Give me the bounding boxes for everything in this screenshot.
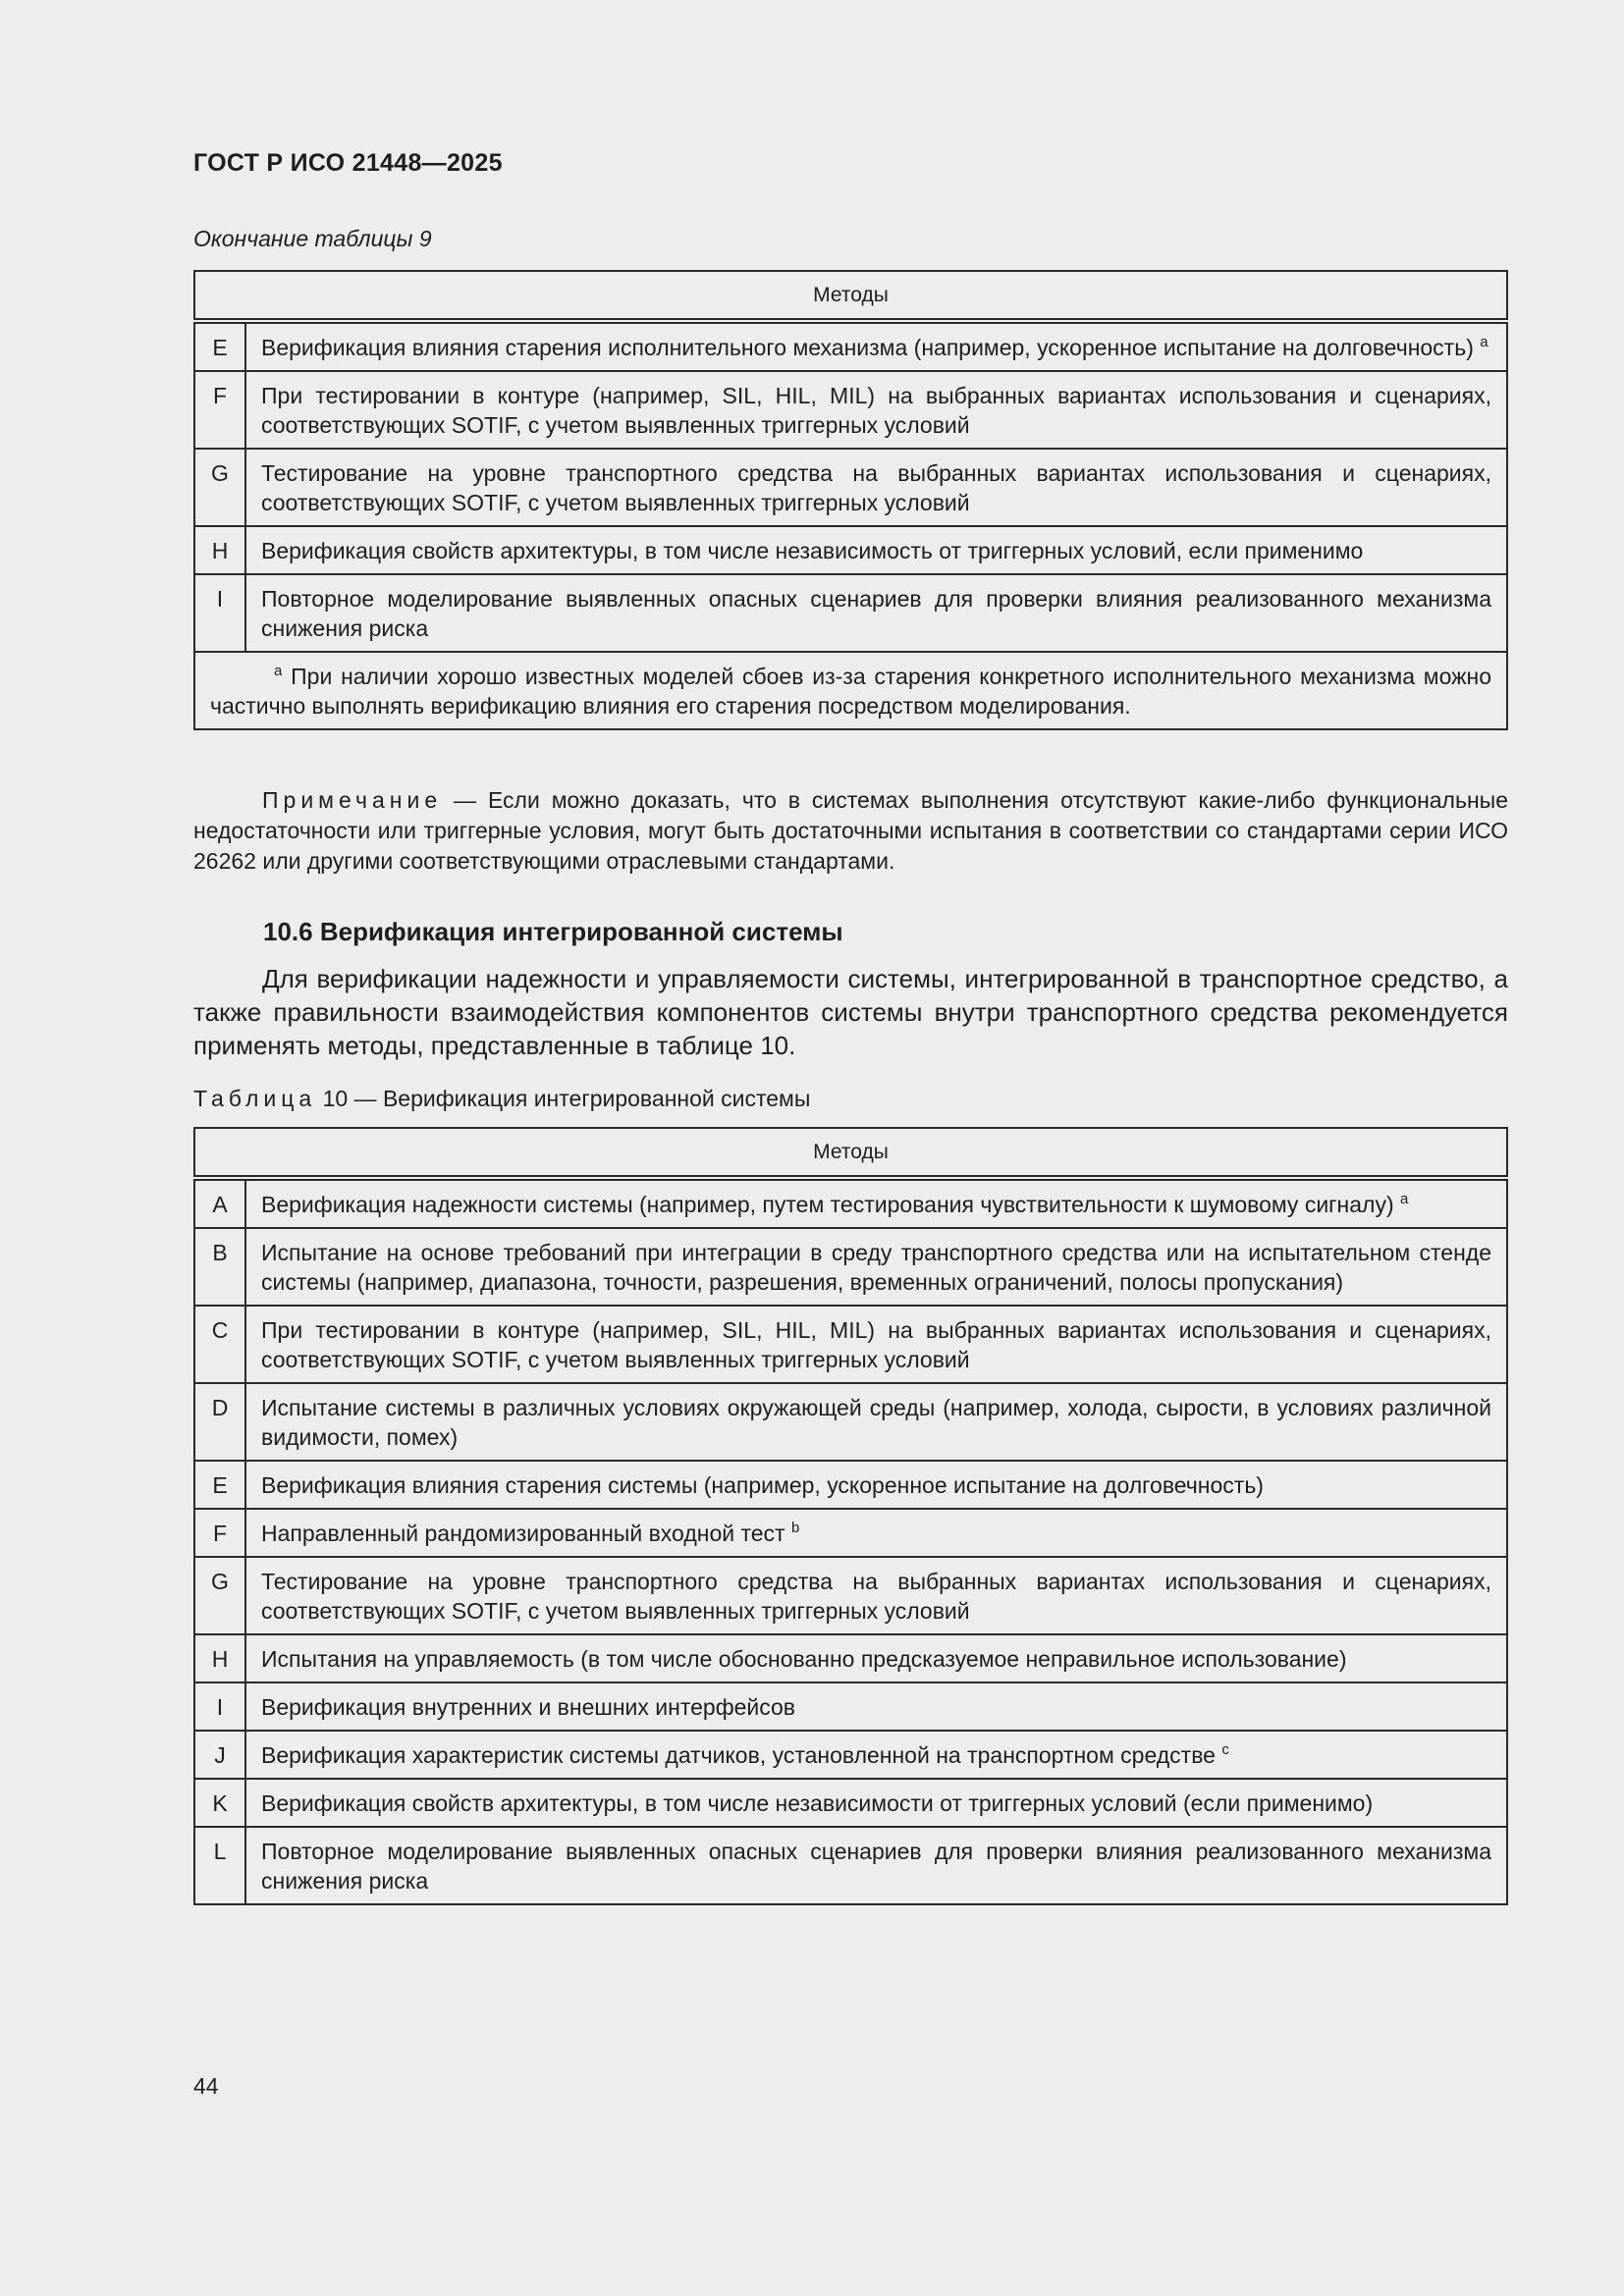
table9-continuation-caption: Окончание таблицы 9 <box>193 226 432 251</box>
table9-header: Методы <box>194 271 1507 321</box>
method-code: L <box>194 1827 245 1904</box>
method-cell <box>245 1682 1507 1731</box>
note-text: — Если можно доказать, что в системах выполнения отсутствуют какие-либо функциональные недостаточности или триггерные условия, могут быть достаточными испытания в соответствии со стандартами серии ИСО 26262 или другими соответствующими отраслевыми стандартами. <box>193 787 1508 874</box>
method-cell <box>245 1779 1507 1827</box>
method-code: B <box>194 1228 245 1306</box>
note-paragraph <box>193 785 1508 877</box>
method-cell <box>245 1827 1507 1904</box>
method-text: Верификация влияния старения исполнительного механизма (например, ускоренное испытание на долговечность) <box>261 335 1474 360</box>
method-code: J <box>194 1731 245 1779</box>
method-code: K <box>194 1779 245 1827</box>
table-row <box>194 1383 1507 1461</box>
table-row <box>194 1634 1507 1682</box>
method-code: F <box>194 1509 245 1557</box>
table10-header: Методы <box>194 1128 1507 1178</box>
table-row <box>194 321 1507 371</box>
table-row <box>194 1509 1507 1557</box>
method-cell <box>245 1461 1507 1509</box>
method-cell <box>245 1509 1507 1557</box>
method-text: Тестирование на уровне транспортного средства на выбранных вариантах использования и сценариях, соответствующих SOTIF, с учетом выявленных триггерных условий <box>261 1569 1491 1624</box>
method-text: Тестирование на уровне транспортного средства на выбранных вариантах использования и сценариях, соответствующих SOTIF, с учетом выявленных триггерных условий <box>261 460 1491 515</box>
method-code: G <box>194 449 245 526</box>
method-code: I <box>194 1682 245 1731</box>
method-code: H <box>194 1634 245 1682</box>
method-cell <box>245 1383 1507 1461</box>
table10-title <box>193 1086 810 1112</box>
method-code: H <box>194 526 245 574</box>
footnote-text: При наличии хорошо известных моделей сбоев из-за старения конкретного исполнительного механизма можно частично выполнять верификацию влияния его старения посредством моделирования. <box>210 664 1492 719</box>
table-row <box>194 1178 1507 1228</box>
table9-footnote <box>194 652 1507 729</box>
table9-body <box>194 321 1507 652</box>
method-text: Верификация надежности системы (например, путем тестирования чувствительности к шумовому сигналу) <box>261 1192 1394 1217</box>
note-label: Примечание <box>262 787 443 813</box>
method-cell <box>245 449 1507 526</box>
table-row <box>194 1228 1507 1306</box>
method-cell <box>245 1731 1507 1779</box>
method-cell <box>245 1306 1507 1383</box>
method-cell <box>245 321 1507 371</box>
method-code: C <box>194 1306 245 1383</box>
footnote-ref: a <box>1400 1191 1409 1207</box>
method-code: G <box>194 1557 245 1634</box>
method-text: Повторное моделирование выявленных опасных сценариев для проверки влияния реализованного механизма снижения риска <box>261 1839 1491 1894</box>
method-text: Верификация внутренних и внешних интерфейсов <box>261 1694 796 1720</box>
method-text: Верификация свойств архитектуры, в том числе независимость от триггерных условий, если применимо <box>261 538 1364 563</box>
section-paragraph: Для верификации надежности и управляемости системы, интегрированной в транспортное средство, а также правильности взаимодействия компонентов системы внутри транспортного средства рекомендуется применять методы, представленные в таблице 10. <box>193 964 1508 1060</box>
method-text: При тестировании в контуре (например, SIL, HIL, MIL) на выбранных вариантах использования и сценариях, соответствующих SOTIF, с учетом выявленных триггерных условий <box>261 1317 1491 1372</box>
method-cell <box>245 1178 1507 1228</box>
method-code: F <box>194 371 245 449</box>
footnote-ref: c <box>1221 1741 1229 1758</box>
table10-title-text: 10 — Верификация интегрированной системы <box>316 1086 811 1111</box>
table-row <box>194 574 1507 652</box>
footnote-ref: b <box>790 1520 800 1536</box>
table10-label: Таблица <box>193 1086 317 1111</box>
method-code: E <box>194 321 245 371</box>
footnote-ref: a <box>1480 334 1489 350</box>
method-text: При тестировании в контуре (например, SIL, HIL, MIL) на выбранных вариантах использования и сценариях, соответствующих SOTIF, с учетом выявленных триггерных условий <box>261 383 1491 438</box>
method-text: Направленный рандомизированный входной тест <box>261 1521 785 1546</box>
method-code: I <box>194 574 245 652</box>
method-text: Верификация влияния старения системы (например, ускоренное испытание на долговечность) <box>261 1472 1264 1498</box>
method-text: Верификация характеристик системы датчиков, установленной на транспортном средстве <box>261 1742 1216 1768</box>
page-number: 44 <box>193 2073 219 2099</box>
method-cell <box>245 526 1507 574</box>
method-text: Повторное моделирование выявленных опасных сценариев для проверки влияния реализованного механизма снижения риска <box>261 586 1491 641</box>
table-row <box>194 1461 1507 1509</box>
table-row <box>194 1306 1507 1383</box>
document-header: ГОСТ Р ИСО 21448—2025 <box>193 149 503 177</box>
table-row <box>194 1731 1507 1779</box>
table-row <box>194 1827 1507 1904</box>
table-row <box>194 1682 1507 1731</box>
table-row <box>194 1557 1507 1634</box>
section-title: 10.6 Верификация интегрированной системы <box>263 917 843 946</box>
method-code: A <box>194 1178 245 1228</box>
method-cell <box>245 574 1507 652</box>
method-cell <box>245 371 1507 449</box>
table-9 <box>193 270 1508 730</box>
footnote-mark: a <box>274 663 283 679</box>
method-text: Испытание системы в различных условиях окружающей среды (например, холода, сырости, в условиях различной видимости, помех) <box>261 1395 1491 1450</box>
method-text: Испытание на основе требований при интеграции в среду транспортного средства или на испытательном стенде системы (например, диапазона, точности, разрешения, временных ограничений, полосы пропускания) <box>261 1240 1491 1295</box>
table10-body <box>194 1178 1507 1904</box>
method-text: Верификация свойств архитектуры, в том числе независимости от триггерных условий (если применимо) <box>261 1790 1374 1816</box>
table-10 <box>193 1127 1508 1905</box>
method-cell <box>245 1228 1507 1306</box>
method-code: D <box>194 1383 245 1461</box>
table-row <box>194 371 1507 449</box>
table-row <box>194 449 1507 526</box>
method-cell <box>245 1557 1507 1634</box>
method-cell <box>245 1634 1507 1682</box>
method-text: Испытания на управляемость (в том числе обоснованно предсказуемое неправильное использование) <box>261 1646 1347 1672</box>
table-row <box>194 526 1507 574</box>
table-row <box>194 1779 1507 1827</box>
method-code: E <box>194 1461 245 1509</box>
